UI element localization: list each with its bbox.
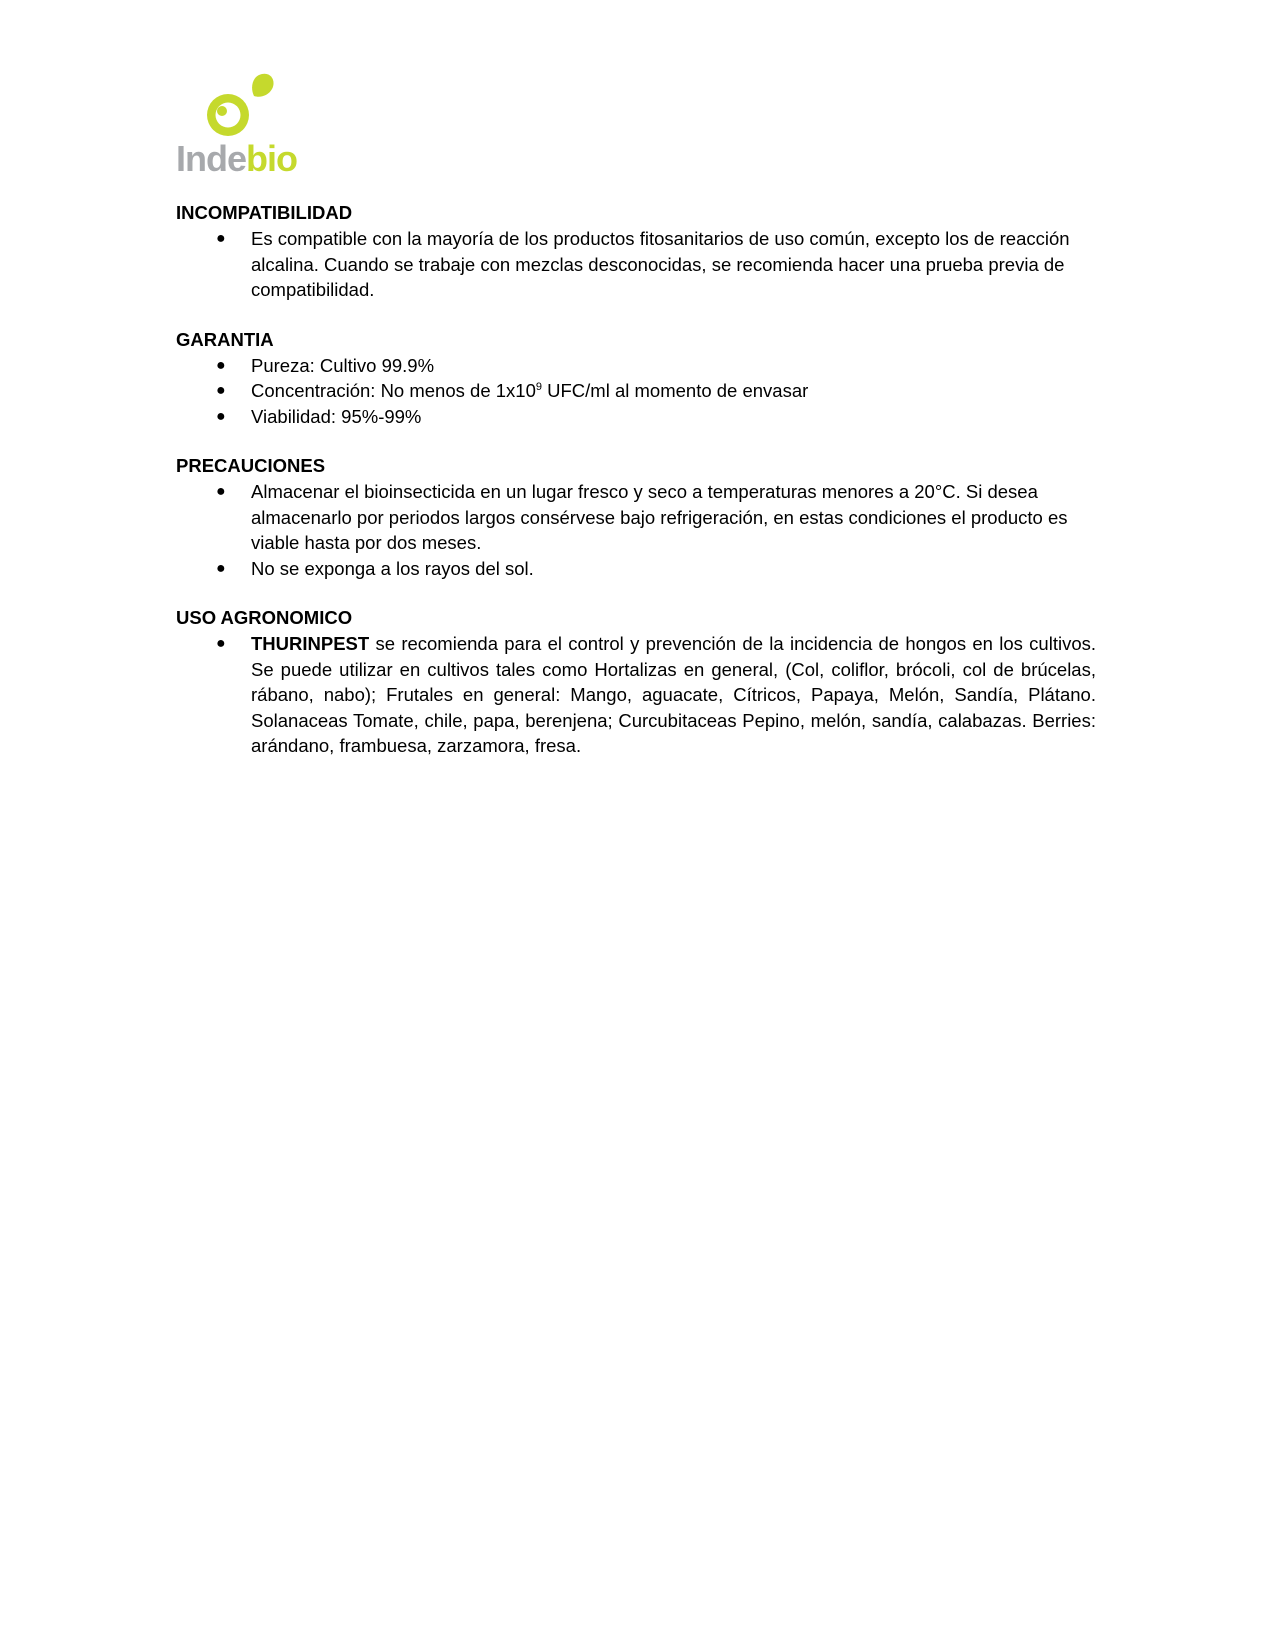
- list-item-text: Es compatible con la mayoría de los productos fitosanitarios de uso común, excepto los de reacción alcalina. Cuando se trabaje con mezclas desconocidas, se recomienda hacer una prueba previa de compatibilidad.: [251, 228, 1070, 300]
- exponent: 9: [535, 380, 542, 393]
- section-heading: GARANTIA: [176, 328, 274, 350]
- bullet-list: [176, 226, 1096, 303]
- product-name: THURINPEST: [251, 633, 370, 654]
- bullet-icon: ●: [216, 382, 226, 399]
- bullet-icon: ●: [216, 559, 226, 577]
- list-item-text: [251, 380, 808, 401]
- section-heading: PRECAUCIONES: [176, 455, 326, 476]
- bullet-icon: ●: [216, 230, 226, 247]
- list-item-text: Pureza: Cultivo 99.9%: [251, 354, 435, 376]
- list-item-text: No se exponga a los rayos del sol.: [251, 557, 534, 579]
- bullet-icon: ●: [216, 407, 226, 425]
- list-item: [176, 631, 1096, 759]
- list-item: [176, 378, 1096, 404]
- section-incompatibilidad: [176, 200, 1096, 303]
- bullet-list: [176, 479, 1096, 581]
- bullet-icon: ●: [216, 635, 226, 652]
- indebio-logo: [176, 72, 316, 182]
- document-body: [176, 200, 1096, 783]
- list-item: [176, 479, 1096, 556]
- section-garantia: [176, 327, 1096, 430]
- list-item-text: Viabilidad: 95%-99%: [251, 405, 422, 427]
- bullet-icon: ●: [216, 483, 226, 500]
- logo-text-bio: bio: [246, 138, 297, 179]
- bullet-list: [176, 353, 1096, 430]
- section-uso-agronomico: [176, 605, 1096, 759]
- list-item: [176, 226, 1096, 303]
- list-item-text: [251, 633, 1096, 756]
- logo-mark-icon: [176, 72, 296, 142]
- list-item-text: Almacenar el bioinsecticida en un lugar fresco y seco a temperaturas menores a 20°C. Si desea almacenarlo por periodos largos consérvese bajo refrigeración, en estas condiciones el producto es viable hasta por dos meses.: [251, 481, 1068, 553]
- section-precauciones: [176, 453, 1096, 581]
- usage-description: se recomienda para el control y prevención de la incidencia de hongos en los cultivos. Se puede utilizar en cultivos tales como Hortalizas en general, (Col, coliflor, brócoli, col de brúcelas, rábano, nabo); Frutales en general: Mango, aguacate, Cítricos, Papaya, Melón, Sandía, Plátano. Solanaceas Tomate, chile, papa, berenjena; Curcubitaceas Pepino, melón, sandía, calabazas. Berries: arándano, frambuesa, zarzamora, fresa.: [251, 633, 1096, 756]
- logo-wordmark: [176, 139, 297, 179]
- section-heading: INCOMPATIBILIDAD: [176, 202, 353, 223]
- list-item: [176, 353, 1096, 379]
- concentration-text: Concentración: No menos de 1x10: [251, 380, 536, 401]
- list-item: [176, 556, 1096, 582]
- concentration-unit-text: UFC/ml al momento de envasar: [542, 380, 809, 401]
- logo-text-inde: Inde: [176, 138, 247, 179]
- list-item: [176, 404, 1096, 430]
- bullet-icon: ●: [216, 356, 226, 374]
- bullet-list: [176, 631, 1096, 759]
- section-heading: USO AGRONOMICO: [176, 607, 353, 628]
